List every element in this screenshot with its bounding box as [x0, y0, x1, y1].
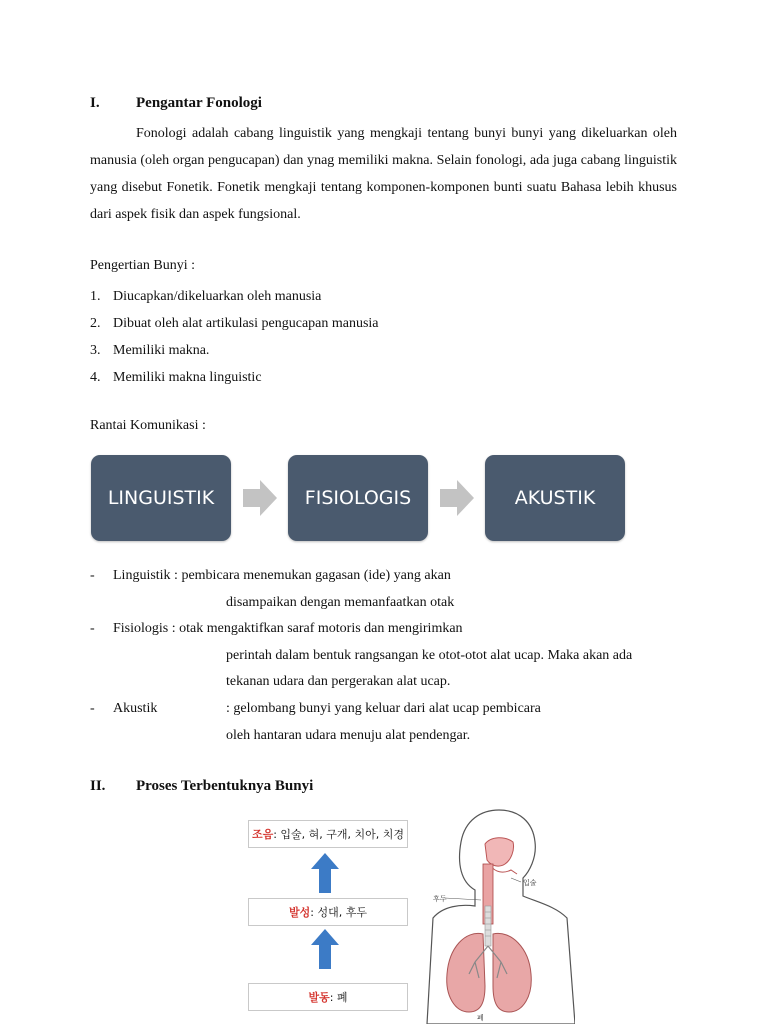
process-organs: : 성대, 후두	[310, 906, 367, 919]
bullet-dash: -	[90, 621, 95, 636]
bunyi-title: Pengertian Bunyi :	[90, 258, 195, 273]
list-text: Memiliki makna linguistic	[113, 370, 262, 385]
process-term: 발성	[289, 906, 311, 919]
definition-linguistik: Linguistik : pembicara menemukan gagasan (ide) yang akan	[113, 568, 451, 583]
bunyi-list	[90, 283, 379, 391]
flow-box-linguistik: LINGUISTIK	[91, 455, 231, 541]
up-arrow-icon	[311, 929, 339, 969]
definition-fisiologis: Fisiologis : otak mengaktifkan saraf motoris dan mengirimkan	[113, 621, 463, 636]
section-1-title: Pengantar Fonologi	[136, 95, 262, 111]
anatomy-label-larynx: 후두	[433, 895, 447, 903]
definition-akustik-label: Akustik	[113, 701, 158, 716]
process-box-phonation	[248, 898, 408, 926]
list-number: 4.	[90, 370, 101, 385]
definition-fisiologis-cont: tekanan udara dan pergerakan alat ucap.	[226, 674, 451, 689]
list-number: 3.	[90, 343, 101, 358]
list-text: Memiliki makna.	[113, 343, 210, 358]
anatomy-label-lips: 입술	[523, 879, 537, 887]
process-box-initiation	[248, 983, 408, 1011]
process-organs: : 입술, 혀, 구개, 치아, 치경	[273, 828, 405, 841]
list-number: 1.	[90, 289, 101, 304]
anatomy-label-lungs: 폐	[477, 1014, 484, 1022]
definition-linguistik-cont: disampaikan dengan memanfaatkan otak	[226, 595, 455, 610]
up-arrow-icon	[311, 853, 339, 893]
section-1-number: I.	[90, 95, 100, 111]
section-2-number: II.	[90, 778, 106, 794]
flow-box-fisiologis: FISIOLOGIS	[288, 455, 428, 541]
list-item	[90, 283, 379, 310]
definition-fisiologis-cont: perintah dalam bentuk rangsangan ke otot-otot alat ucap. Maka akan ada	[226, 648, 633, 663]
intro-paragraph: Fonologi adalah cabang linguistik yang mengkaji tentang bunyi bunyi yang dikeluarkan oleh manusia (oleh organ pengucapan) dan ynag memiliki makna. Selain fonologi, ada juga cabang linguistik yang disebut Fonetik. Fonetik mengkaji tentang komponen-komponen bunti suatu Bahasa lebih khusus dari aspek fisik dan aspek fungsional.	[90, 126, 677, 222]
definition-akustik-cont: oleh hantaran udara menuju alat pendengar.	[226, 728, 471, 743]
section-2-title: Proses Terbentuknya Bunyi	[136, 778, 314, 794]
list-item	[90, 337, 379, 364]
process-term: 발동	[308, 991, 330, 1004]
respiratory-anatomy-illustration	[425, 806, 575, 1024]
process-box-articulation	[248, 820, 408, 848]
process-term: 조음	[251, 828, 274, 841]
flow-arrow-icon	[243, 480, 277, 516]
list-item	[90, 364, 379, 391]
flow-arrow-icon	[440, 480, 474, 516]
definition-akustik: : gelombang bunyi yang keluar dari alat ucap pembicara	[226, 701, 541, 716]
list-item	[90, 310, 379, 337]
bullet-dash: -	[90, 701, 95, 716]
flow-box-akustik: AKUSTIK	[485, 455, 625, 541]
rantai-title: Rantai Komunikasi :	[90, 418, 206, 433]
process-organs: : 폐	[329, 991, 348, 1004]
list-number: 2.	[90, 316, 101, 331]
list-text: Dibuat oleh alat artikulasi pengucapan manusia	[113, 316, 379, 331]
list-text: Diucapkan/dikeluarkan oleh manusia	[113, 289, 322, 304]
bullet-dash: -	[90, 568, 95, 583]
